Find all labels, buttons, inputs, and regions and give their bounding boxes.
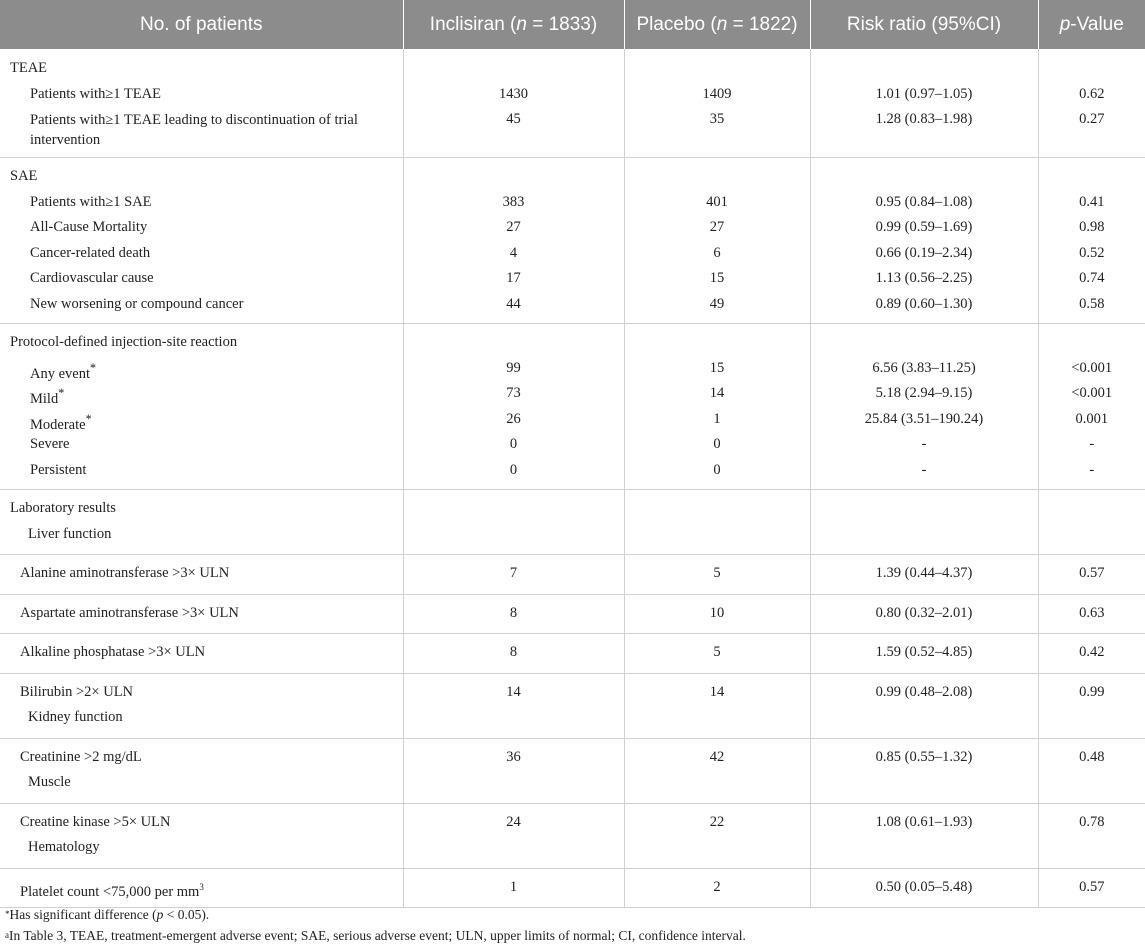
subgroup-title: Liver function: [0, 522, 403, 548]
cell-p-value: 0.52: [1039, 241, 1145, 267]
cell-inclisiran: 0: [404, 458, 624, 484]
cell-risk-ratio: 1.08 (0.61–1.93): [811, 810, 1038, 836]
header-placebo: Placebo (n = 1822): [624, 0, 810, 49]
lab-labels: [0, 490, 403, 555]
cell-placebo: 10: [625, 601, 810, 627]
cell-risk-ratio: 6.56 (3.83–11.25): [811, 356, 1038, 382]
group-injection-site: [0, 324, 1145, 490]
cell-risk-ratio: -: [811, 458, 1038, 484]
cell-placebo: 22: [625, 810, 810, 836]
cell-risk-ratio: 1.39 (0.44–4.37): [811, 561, 1038, 587]
group-title: Protocol-defined injection-site reaction: [0, 330, 403, 356]
cell-inclisiran: 1430: [404, 82, 624, 108]
cell-placebo: 15: [625, 356, 810, 382]
cell-risk-ratio: 0.95 (0.84–1.08): [811, 190, 1038, 216]
row-label: Patients with≥1 TEAE: [0, 82, 403, 108]
header-no-of-patients: No. of patients: [0, 0, 403, 49]
cell-placebo: 5: [625, 561, 810, 587]
cell-risk-ratio: 0.85 (0.55–1.32): [811, 745, 1038, 771]
cell-inclisiran: 1: [404, 875, 624, 901]
header-inclisiran: Inclisiran (n = 1833): [403, 0, 624, 49]
group-title: TEAE: [0, 56, 403, 82]
row-label: Creatine kinase >5× ULN: [0, 810, 403, 836]
cell-placebo: 0: [625, 432, 810, 458]
cell-risk-ratio: 1.13 (0.56–2.25): [811, 266, 1038, 292]
row-label: Cancer-related death: [0, 241, 403, 267]
row-label: Severe: [0, 432, 403, 458]
group-title: SAE: [0, 164, 403, 190]
cell-inclisiran: 27: [404, 215, 624, 241]
cell-placebo: 14: [625, 381, 810, 407]
row-label: All-Cause Mortality: [0, 215, 403, 241]
row-label: Alkaline phosphatase >3× ULN: [0, 640, 403, 666]
cell-inclisiran: 4: [404, 241, 624, 267]
table-row: [0, 803, 1145, 868]
row-label: New worsening or compound cancer: [0, 292, 403, 318]
row-label: Patients with≥1 TEAE leading to discontinuation of trial intervention: [0, 107, 403, 151]
table-row: [0, 594, 1145, 634]
cell-inclisiran: 0: [404, 432, 624, 458]
sae-labels: [0, 158, 403, 324]
cell-risk-ratio: 5.18 (2.94–9.15): [811, 381, 1038, 407]
injection-labels: [0, 324, 403, 490]
teae-p-value: [1038, 49, 1145, 158]
teae-labels: [0, 49, 403, 158]
sae-risk-ratio: [810, 158, 1038, 324]
cell-risk-ratio: 0.99 (0.59–1.69): [811, 215, 1038, 241]
table-row: [0, 868, 1145, 908]
row-label: Patients with≥1 SAE: [0, 190, 403, 216]
cell-placebo: 42: [625, 745, 810, 771]
table-row: [0, 634, 1145, 674]
cell-placebo: 49: [625, 292, 810, 318]
row-label: Persistent: [0, 458, 403, 484]
cell-inclisiran: 26: [404, 407, 624, 433]
cell-placebo: 0: [625, 458, 810, 484]
subgroup-title: Kidney function: [0, 705, 403, 731]
cell-inclisiran: 24: [404, 810, 624, 836]
cell-inclisiran: 8: [404, 640, 624, 666]
injection-risk-ratio: [810, 324, 1038, 490]
cell-placebo: 27: [625, 215, 810, 241]
cell-p-value: -: [1039, 432, 1145, 458]
cell-placebo: 1409: [625, 82, 810, 108]
cell-risk-ratio: 0.80 (0.32–2.01): [811, 601, 1038, 627]
cell-placebo: 1: [625, 407, 810, 433]
table-row: [0, 738, 1145, 803]
sae-placebo: [624, 158, 810, 324]
subgroup-title: Hematology: [0, 835, 403, 861]
row-label: Creatinine >2 mg/dL: [0, 745, 403, 771]
cell-inclisiran: 14: [404, 680, 624, 706]
row-label: Bilirubin >2× ULN: [0, 680, 403, 706]
cell-risk-ratio: 1.28 (0.83–1.98): [811, 107, 1038, 133]
table-row: [0, 555, 1145, 595]
cell-placebo: 15: [625, 266, 810, 292]
cell-p-value: <0.001: [1039, 356, 1145, 382]
row-label: Platelet count <75,000 per $mm^3$: [0, 875, 403, 901]
cell-p-value: <0.001: [1039, 381, 1145, 407]
table-footnotes: [5, 904, 1140, 946]
group-title: Laboratory results: [0, 496, 403, 522]
cell-placebo: 401: [625, 190, 810, 216]
injection-inclisiran: [403, 324, 624, 490]
cell-p-value: 0.74: [1039, 266, 1145, 292]
teae-inclisiran: [403, 49, 624, 158]
cell-p-value: 0.57: [1039, 875, 1145, 901]
row-label: Cardiovascular cause: [0, 266, 403, 292]
cell-inclisiran: 44: [404, 292, 624, 318]
teae-risk-ratio: [810, 49, 1038, 158]
row-label: Alanine aminotransferase >3× ULN: [0, 561, 403, 587]
row-label: Moderate*: [0, 407, 403, 433]
cell-inclisiran: 99: [404, 356, 624, 382]
cell-p-value: 0.48: [1039, 745, 1145, 771]
cell-inclisiran: 7: [404, 561, 624, 587]
group-laboratory: [0, 490, 1145, 555]
cell-p-value: 0.62: [1039, 82, 1145, 108]
group-sae: [0, 158, 1145, 324]
cell-risk-ratio: 0.66 (0.19–2.34): [811, 241, 1038, 267]
cell-risk-ratio: 1.59 (0.52–4.85): [811, 640, 1038, 666]
cell-p-value: 0.41: [1039, 190, 1145, 216]
cell-placebo: 6: [625, 241, 810, 267]
cell-placebo: 2: [625, 875, 810, 901]
cell-risk-ratio: 0.89 (0.60–1.30): [811, 292, 1038, 318]
header-row: [0, 0, 1145, 49]
cell-inclisiran: 383: [404, 190, 624, 216]
footnote-abbreviations: $^a$In Table 3, TEAE, treatment-emergent adverse event; SAE, serious adverse event; ULN, upper limits of normal; CI, confidence interval.: [5, 925, 1140, 946]
cell-inclisiran: 73: [404, 381, 624, 407]
header-p-value: p-Value: [1038, 0, 1145, 49]
cell-inclisiran: 17: [404, 266, 624, 292]
cell-p-value: 0.98: [1039, 215, 1145, 241]
cell-risk-ratio: 25.84 (3.51–190.24): [811, 407, 1038, 433]
cell-p-value: 0.58: [1039, 292, 1145, 318]
cell-placebo: 35: [625, 107, 810, 133]
row-label: Aspartate aminotransferase >3× ULN: [0, 601, 403, 627]
cell-inclisiran: 45: [404, 107, 624, 133]
group-teae: [0, 49, 1145, 158]
cell-p-value: 0.99: [1039, 680, 1145, 706]
table-row: [0, 673, 1145, 738]
sae-p-value: [1038, 158, 1145, 324]
cell-p-value: 0.57: [1039, 561, 1145, 587]
cell-p-value: 0.78: [1039, 810, 1145, 836]
teae-placebo: [624, 49, 810, 158]
cell-inclisiran: 36: [404, 745, 624, 771]
row-label: Any event*: [0, 356, 403, 382]
cell-risk-ratio: 1.01 (0.97–1.05): [811, 82, 1038, 108]
cell-p-value: 0.001: [1039, 407, 1145, 433]
cell-p-value: 0.27: [1039, 107, 1145, 133]
cell-placebo: 14: [625, 680, 810, 706]
cell-p-value: 0.63: [1039, 601, 1145, 627]
injection-placebo: [624, 324, 810, 490]
cell-inclisiran: 8: [404, 601, 624, 627]
cell-risk-ratio: -: [811, 432, 1038, 458]
row-label: Mild*: [0, 381, 403, 407]
cell-risk-ratio: 0.50 (0.05–5.48): [811, 875, 1038, 901]
sae-inclisiran: [403, 158, 624, 324]
footnote-significance: *Has significant difference (p < 0.05).: [5, 904, 1140, 925]
injection-p-value: [1038, 324, 1145, 490]
cell-p-value: 0.42: [1039, 640, 1145, 666]
subgroup-title: Muscle: [0, 770, 403, 796]
cell-risk-ratio: 0.99 (0.48–2.08): [811, 680, 1038, 706]
cell-placebo: 5: [625, 640, 810, 666]
header-risk-ratio: Risk ratio (95%CI): [810, 0, 1038, 49]
cell-p-value: -: [1039, 458, 1145, 484]
